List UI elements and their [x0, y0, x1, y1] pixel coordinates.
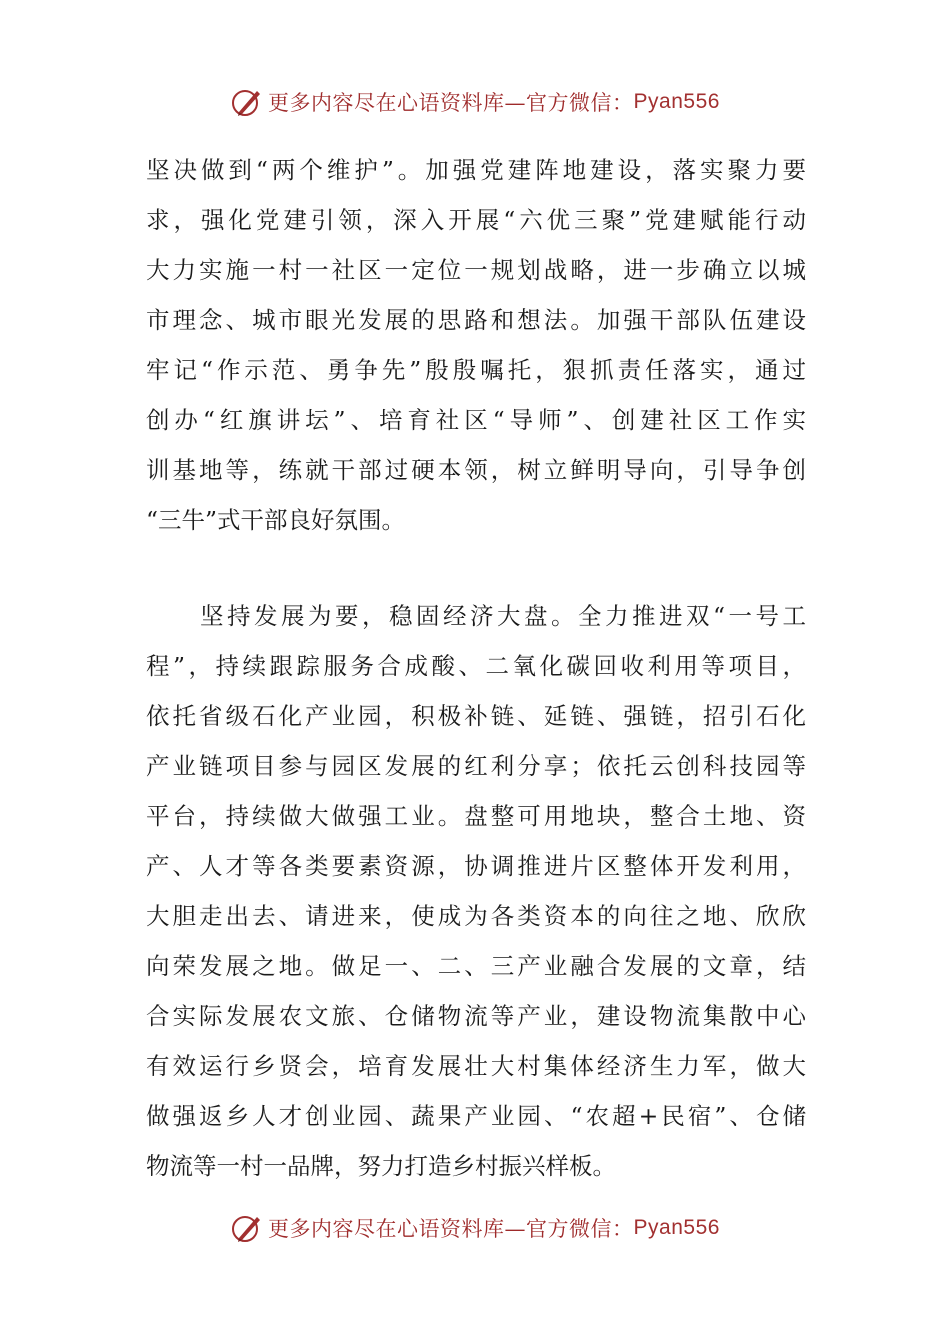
pen-logo-icon	[230, 1211, 264, 1245]
text-line: 产业链项目参与园区发展的红利分享；依托云创科技园等	[146, 752, 806, 780]
text-line: 训基地等，练就干部过硬本领，树立鲜明导向，引导争创	[146, 456, 806, 484]
text-line: 合实际发展农文旅、仓储物流等产业，建设物流集散中心	[146, 1002, 806, 1030]
header-watermark	[0, 82, 950, 122]
text-line: 平台，持续做大做强工业。盘整可用地块，整合土地、资	[146, 802, 806, 830]
text-line: 依托省级石化产业园，积极补链、延链、强链，招引石化	[146, 702, 806, 730]
text-line: 做强返乡人才创业园、蔬果产业园、“农超+民宿”、仓储	[146, 1102, 806, 1130]
text-line: 大力实施一村一社区一定位一规划战略，进一步确立以城	[146, 256, 806, 284]
footer-watermark	[0, 1208, 950, 1248]
text-line: 大胆走出去、请进来，使成为各类资本的向往之地、欣欣	[146, 902, 806, 930]
text-line: 求，强化党建引领，深入开展“六优三聚”党建赋能行动	[146, 206, 806, 234]
pen-logo-icon	[230, 85, 264, 119]
text-line: 有效运行乡贤会，培育发展壮大村集体经济生力军，做大	[146, 1052, 806, 1080]
text-line: 坚持发展为要，稳固经济大盘。全力推进双“一号工	[200, 602, 806, 630]
wechat-id: Pyan556	[633, 90, 720, 113]
text-line: 产、人才等各类要素资源，协调推进片区整体开发利用，	[146, 852, 806, 880]
text-line: 向荣发展之地。做足一、二、三产业融合发展的文章，结	[146, 952, 806, 980]
text-line: 坚决做到“两个维护”。加强党建阵地建设，落实聚力要	[146, 156, 806, 184]
text-line: 市理念、城市眼光发展的思路和想法。加强干部队伍建设	[146, 306, 806, 334]
text-line: 物流等一村一品牌，努力打造乡村振兴样板。	[146, 1152, 616, 1180]
text-line: 牢记“作示范、勇争先”殷殷嘱托，狠抓责任落实，通过	[146, 356, 806, 384]
text-line: 创办“红旗讲坛”、培育社区“导师”、创建社区工作实	[146, 406, 806, 434]
text-line: “三牛”式干部良好氛围。	[146, 506, 406, 534]
text-line: 程”，持续跟踪服务合成酸、二氧化碳回收利用等项目，	[146, 652, 806, 680]
watermark-text: 更多内容尽在心语资料库—官方微信：	[268, 91, 634, 115]
wechat-id: Pyan556	[633, 1216, 720, 1239]
watermark-text: 更多内容尽在心语资料库—官方微信：	[268, 1217, 634, 1241]
